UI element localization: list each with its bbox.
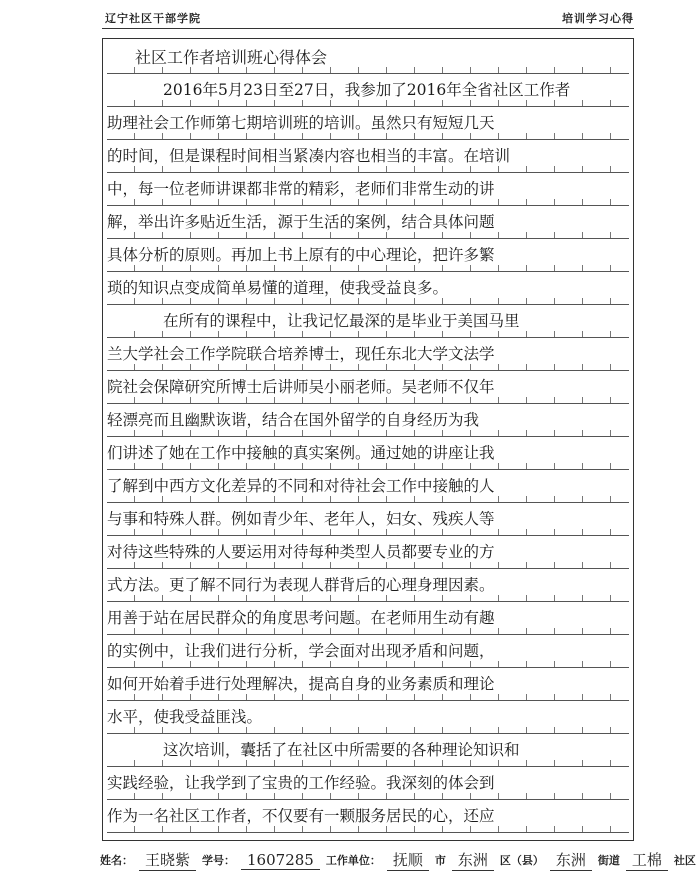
document-type: 培训学习心得 — [562, 12, 634, 25]
essay-line: 在所有的课程中，让我记忆最深的是毕业于美国马里 — [107, 306, 629, 338]
essay-line: 了解到中西方文化差异的不同和对待社会工作中接触的人 — [107, 471, 629, 503]
community-value: 工棉 — [626, 849, 668, 871]
student-id: 1607285 — [241, 851, 320, 870]
essay-line: 轻漂亮而且幽默诙谐，结合在国外留学的自身经历为我 — [107, 405, 629, 437]
essay-line: 如何开始着手进行处理解决，提高自身的业务素质和理论 — [107, 669, 629, 701]
essay-title: 社区工作者培训班心得体会 — [107, 42, 629, 74]
district-value: 东洲 — [452, 849, 494, 871]
essay-line: 实践经验，让我学到了宝贵的工作经验。我深刻的体会到 — [107, 768, 629, 800]
student-id-label: 学号： — [202, 854, 236, 867]
essay-line: 的实例中，让我们进行分析，学会面对出现矛盾和问题， — [107, 636, 629, 668]
essay-line: 式方法。更了解不同行为表现人群背后的心理身理因素。 — [107, 570, 629, 602]
essay-line: 作为一名社区工作者，不仅要有一颗服务居民的心，还应 — [107, 801, 629, 833]
essay-line: 对待这些特殊的人要运用对待每种类型人员都要专业的方 — [107, 537, 629, 569]
essay-line: 2016年5月23日至27日，我参加了2016年全省社区工作者 — [107, 75, 629, 107]
essay-line: 琐的知识点变成简单易懂的道理，使我受益良多。 — [107, 273, 629, 305]
essay-line: 的时间，但是课程时间相当紧凑内容也相当的丰富。在培训 — [107, 141, 629, 173]
essay-line: 解，举出许多贴近生活，源于生活的案例，结合具体问题 — [107, 207, 629, 239]
student-info-footer — [100, 850, 696, 870]
essay-line: 中，每一位老师讲课都非常的精彩，老师们非常生动的讲 — [107, 174, 629, 206]
essay-sheet — [102, 38, 634, 841]
essay-line: 具体分析的原则。再加上书上原有的中心理论，把许多繁 — [107, 240, 629, 272]
student-name: 王晓紫 — [139, 849, 196, 871]
essay-line: 这次培训，囊括了在社区中所需要的各种理论知识和 — [107, 735, 629, 767]
street-label: 街道 — [597, 854, 620, 867]
essay-line: 院社会保障研究所博士后讲师吴小丽老师。吴老师不仅年 — [107, 372, 629, 404]
street-value: 东洲 — [550, 849, 592, 871]
name-label: 姓名： — [100, 854, 133, 867]
essay-line: 与事和特殊人群。例如青少年、老年人，妇女、残疾人等 — [107, 504, 629, 536]
city-label: 市 — [434, 854, 446, 867]
essay-line: 用善于站在居民群众的角度思考问题。在老师用生动有趣 — [107, 603, 629, 635]
community-label: 社区 — [673, 854, 696, 867]
essay-line: 水平，使我受益匪浅。 — [107, 702, 629, 734]
essay-line: 们讲述了她在工作中接触的真实案例。通过她的讲座让我 — [107, 438, 629, 470]
district-label: 区（县） — [499, 854, 544, 867]
work-unit-label: 工作单位： — [325, 854, 381, 867]
header-divider — [102, 28, 634, 29]
essay-line: 助理社会工作师第七期培训班的培训。虽然只有短短几天 — [107, 108, 629, 140]
essay-line: 兰大学社会工作学院联合培养博士，现任东北大学文法学 — [107, 339, 629, 371]
institution-name: 辽宁社区干部学院 — [105, 12, 201, 25]
city-value: 抚顺 — [387, 849, 429, 871]
